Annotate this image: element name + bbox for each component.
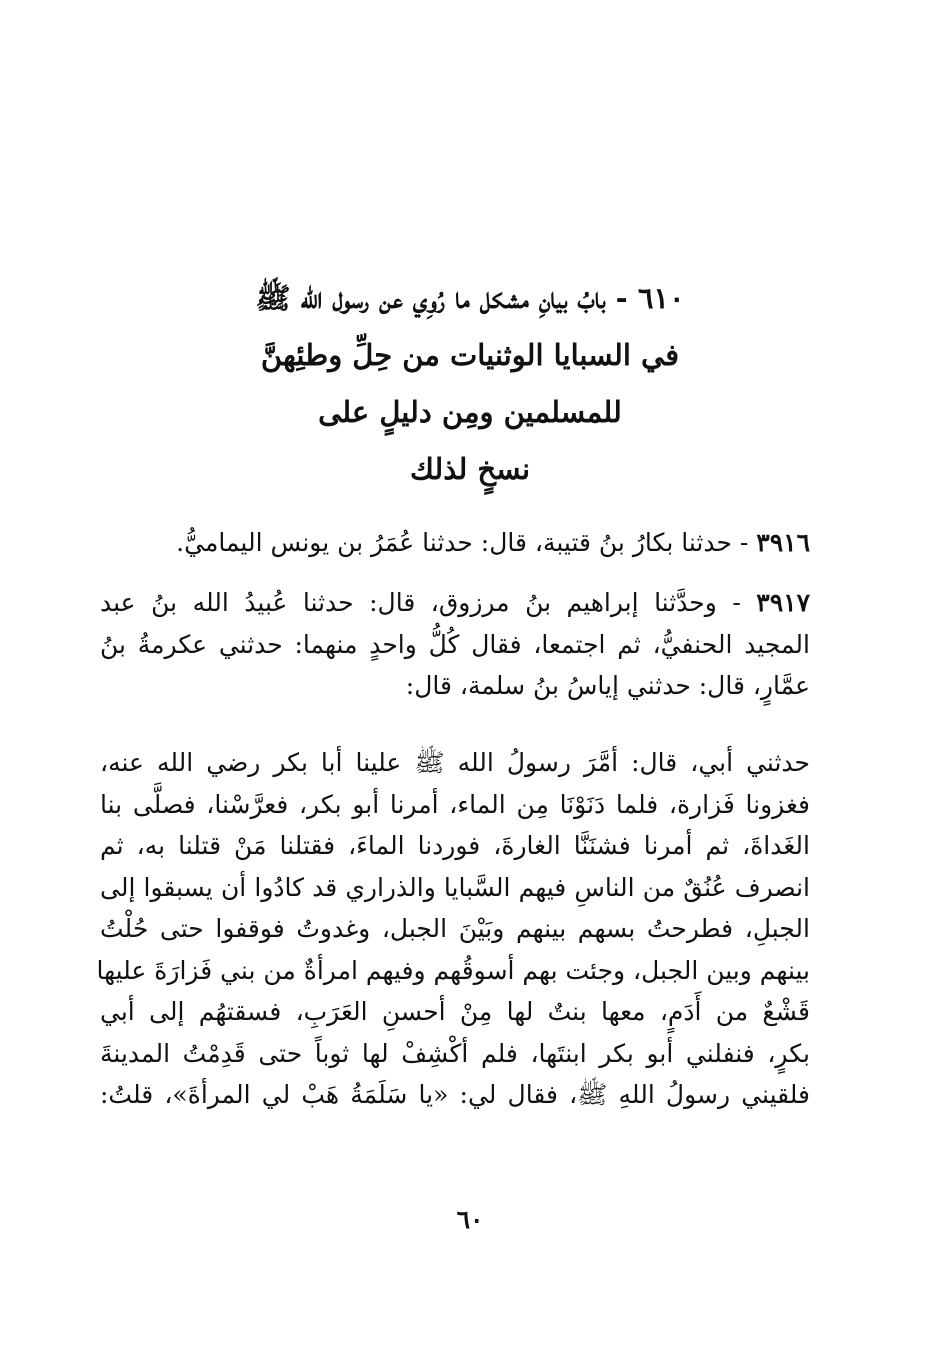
hadith-number: ٣٩١٦ [756,528,810,557]
hadith-text: - حدثنا بكارُ بنُ قتيبة، قال: حدثنا عُمَرُ بن يونس اليماميُّ. [176,528,757,557]
narration-line-5: الجبلِ، فطرحتُ بسهم بينهم وبَيْنَ الجبل، وغدوتُ فوقفوا حتى حُلْتُ [100,914,810,943]
chapter-heading-line-1: ٦١٠ - بابُ بيانِ مشكل ما رُوِي عن رسول الله ﷺ [255,281,685,315]
hadith-3917-line-1 [100,582,810,624]
hadith-number: ٣٩١٧ [756,588,810,617]
narration-line-7: قَشْعٌ من أَدَمٍ، معها بنتٌ لها مِنْ أحسنِ العَرَبِ، فسقتهُم إلى أبي [100,997,810,1026]
narration-line-2: فغزونا فَزارة، فلما دَنَوْنَا مِن الماء، أمرنا أبو بكر، فعرَّسْنا، فصلَّى بنا [100,789,810,819]
narration-line-6: بينهم وبين الجبل، وجئت بهم أسوقُهم وفيهم امرأةٌ من بني فَزارَةَ عليها [96,955,810,985]
hadith-3917-line-3: عمَّارٍ، قال: حدثني إياسُ بنُ سلمة، قال: [405,671,810,700]
hadith-text: - وحدَّثنا إبراهيم بنُ مرزوق، قال: حدثنا عُبيدُ الله بنُ عبد [100,588,757,617]
hadith-3917-line-2: المجيد الحنفيُّ، ثم اجتمعا، فقال كُلُّ واحدٍ منهما: حدثني عكرمةُ بنُ [100,629,810,659]
narration-line-8: بكرٍ، فنفلني أبو بكر ابنتَها، فلم أكْشِفْ لها ثوباً حتى قَدِمْتُ المدينةَ [100,1038,810,1068]
narration-line-4: انصرف عُنُقٌ من الناسِ فيهم السَّبايا والذراري قد كادُوا أن يسبقوا إلى [100,872,810,902]
page-number: ٦٠ [456,1205,484,1234]
chapter-heading [100,270,840,498]
hadith-3916-line [100,522,810,564]
hadith-3916 [100,522,810,564]
chapter-heading-line-4: نسخٍ لذلك [409,452,531,486]
narration-line-1: حدثني أبي، قال: أمَّرَ رسولُ الله ﷺ علينا أبا بكر رضي الله عنه، [100,748,810,777]
hadith-3917 [100,582,810,707]
chapter-heading-line-3: للمسلمين ومِن دليلٍ على [318,395,622,429]
chapter-heading-line-2: في السبايا الوثنيات من حِلِّ وطئِهنَّ [260,338,680,372]
narration-line-3: الغَداةَ، ثم أمرنا فشنَنَّا الغارةَ، فوردنا الماءَ، فقتلنا مَنْ قتلنا به، ثم [100,831,810,860]
narration [96,742,810,1116]
narration-line-9: فلقيني رسولُ اللهِ ﷺ، فقال لي: «يا سَلَمَةُ هَبْ لي المرأةَ»، قلتُ: [100,1080,810,1109]
